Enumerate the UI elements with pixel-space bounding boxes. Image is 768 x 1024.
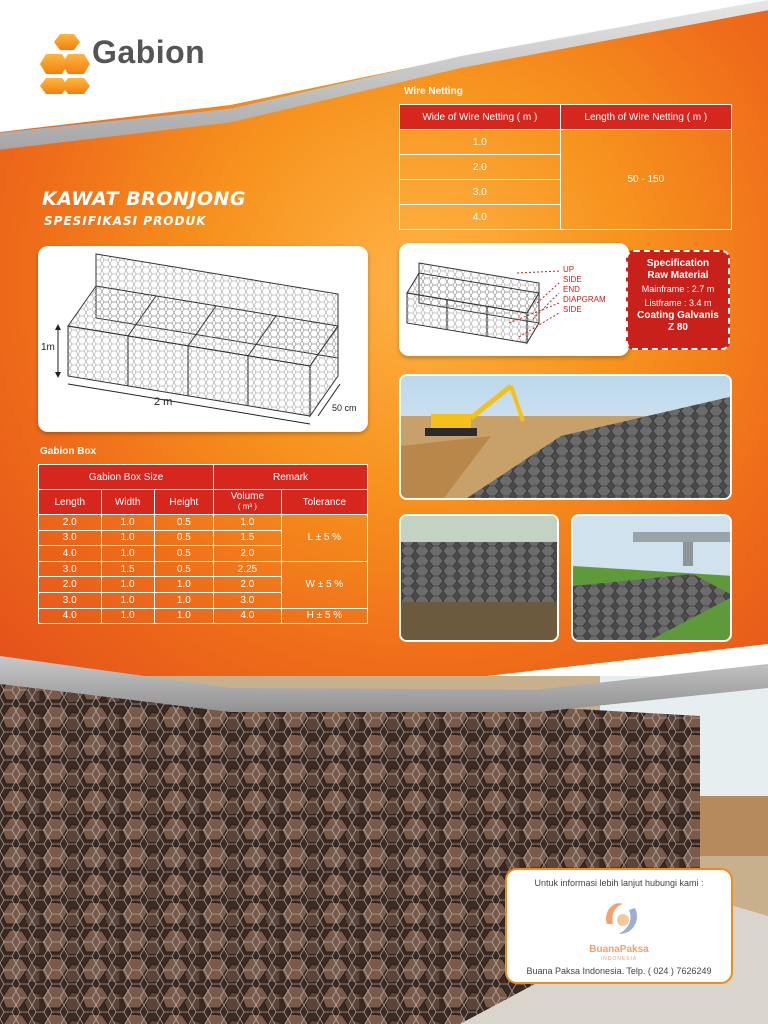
spec-title: Specification <box>646 258 710 269</box>
tolerance-width: W ± 5 % <box>281 561 367 608</box>
contact-intro: Untuk informasi lebih lanjut hubungi kami : <box>534 878 704 888</box>
volume-unit-label: ( m³ ) <box>237 502 257 511</box>
table-cell: 1.0 <box>101 515 154 531</box>
width-header: Width <box>101 490 154 515</box>
table-cell: 1.0 <box>154 608 213 624</box>
spec-coating-grade: Z 80 <box>667 322 688 333</box>
table-cell: 2.0 <box>214 546 282 562</box>
gabion-wall-photo <box>399 514 559 642</box>
volume-header-label: Volume <box>230 491 265 502</box>
table-cell: 0.5 <box>154 515 213 531</box>
bridge-slope-photo <box>571 514 732 642</box>
page-subtitle: SPESIFIKASI PRODUK <box>44 214 207 228</box>
spec-listframe: Listframe : 3.4 m <box>644 298 712 308</box>
table-cell: 1.0 <box>154 577 213 593</box>
table-row <box>39 608 368 624</box>
wire-netting-header-width: Wide of Wire Netting ( m ) <box>400 105 561 130</box>
table-row <box>39 561 368 577</box>
table-cell: 2.25 <box>214 561 282 577</box>
table-cell: 0.5 <box>154 546 213 562</box>
table-cell: 1.5 <box>214 530 282 546</box>
height-header: Height <box>154 490 213 515</box>
gabion-box-table <box>38 464 368 624</box>
contact-box <box>505 868 733 984</box>
table-cell: 3.0 <box>39 592 102 608</box>
table-cell: 4.0 <box>214 608 282 624</box>
table-cell: 1.0 <box>400 130 561 155</box>
table-cell: 4.0 <box>39 546 102 562</box>
wire-netting-label: Wire Netting <box>404 86 463 97</box>
table-cell: 4.0 <box>39 608 102 624</box>
contact-brand-sub: INDONESIA <box>600 956 638 962</box>
tolerance-height: H ± 5 % <box>281 608 367 624</box>
spec-subtitle: Raw Material <box>647 270 709 281</box>
part-label-end: END <box>563 285 580 294</box>
table-cell: 1.0 <box>214 515 282 531</box>
gabion-box-size-header: Gabion Box Size <box>39 465 214 490</box>
table-cell: 3.0 <box>400 180 561 205</box>
width-dimension-label: 50 cm <box>332 403 357 413</box>
table-cell: 1.0 <box>101 592 154 608</box>
logo-text: Gabion <box>92 34 206 70</box>
table-cell: 1.0 <box>101 608 154 624</box>
volume-header <box>214 490 282 515</box>
table-cell: 3.0 <box>39 530 102 546</box>
length-dimension-label: 2 m <box>154 396 173 408</box>
part-label-side-2: SIDE <box>563 305 582 314</box>
height-dimension-label: 1m <box>41 342 55 353</box>
wire-netting-length-value: 50 - 150 <box>560 130 731 230</box>
remark-header: Remark <box>214 465 368 490</box>
table-cell: 1.0 <box>101 546 154 562</box>
gabion-box-label: Gabion Box <box>40 446 97 457</box>
part-label-side: SIDE <box>563 275 582 284</box>
table-cell: 1.5 <box>101 561 154 577</box>
parts-labels <box>563 265 606 315</box>
tolerance-length: L ± 5 % <box>281 515 367 562</box>
table-cell: 1.0 <box>101 530 154 546</box>
table-cell: 0.5 <box>154 561 213 577</box>
specification-badge <box>626 250 730 350</box>
table-cell: 2.0 <box>39 577 102 593</box>
part-label-up: UP <box>563 265 575 274</box>
gabion-box-drawing <box>38 246 368 432</box>
table-cell: 3.0 <box>39 561 102 577</box>
contact-phone: Buana Paksa Indonesia. Telp. ( 024 ) 7626249 <box>526 966 712 976</box>
wire-netting-table <box>399 104 732 230</box>
table-cell: 3.0 <box>214 592 282 608</box>
spec-coating: Coating Galvanis <box>637 310 719 321</box>
page-title: KAWAT BRONJONG <box>42 188 247 210</box>
table-cell: 1.0 <box>101 577 154 593</box>
construction-photo <box>399 374 732 500</box>
table-cell: 2.0 <box>39 515 102 531</box>
table-cell: 2.0 <box>400 155 561 180</box>
contact-brand: BuanaPaksa <box>589 944 649 955</box>
table-cell: 4.0 <box>400 205 561 230</box>
wire-netting-header-length: Length of Wire Netting ( m ) <box>560 105 731 130</box>
table-cell: 0.5 <box>154 530 213 546</box>
gabion-parts-diagram <box>399 243 629 356</box>
spec-mainframe: Mainframe : 2.7 m <box>641 284 715 294</box>
tolerance-header: Tolerance <box>281 490 367 515</box>
gabion-box-diagram <box>38 246 368 432</box>
table-row <box>39 515 368 531</box>
table-cell: 2.0 <box>214 577 282 593</box>
buanapaksa-logo-icon <box>599 894 643 942</box>
part-label-diaphragm: DIAPGRAM <box>563 295 606 304</box>
table-cell: 1.0 <box>154 592 213 608</box>
length-header: Length <box>39 490 102 515</box>
